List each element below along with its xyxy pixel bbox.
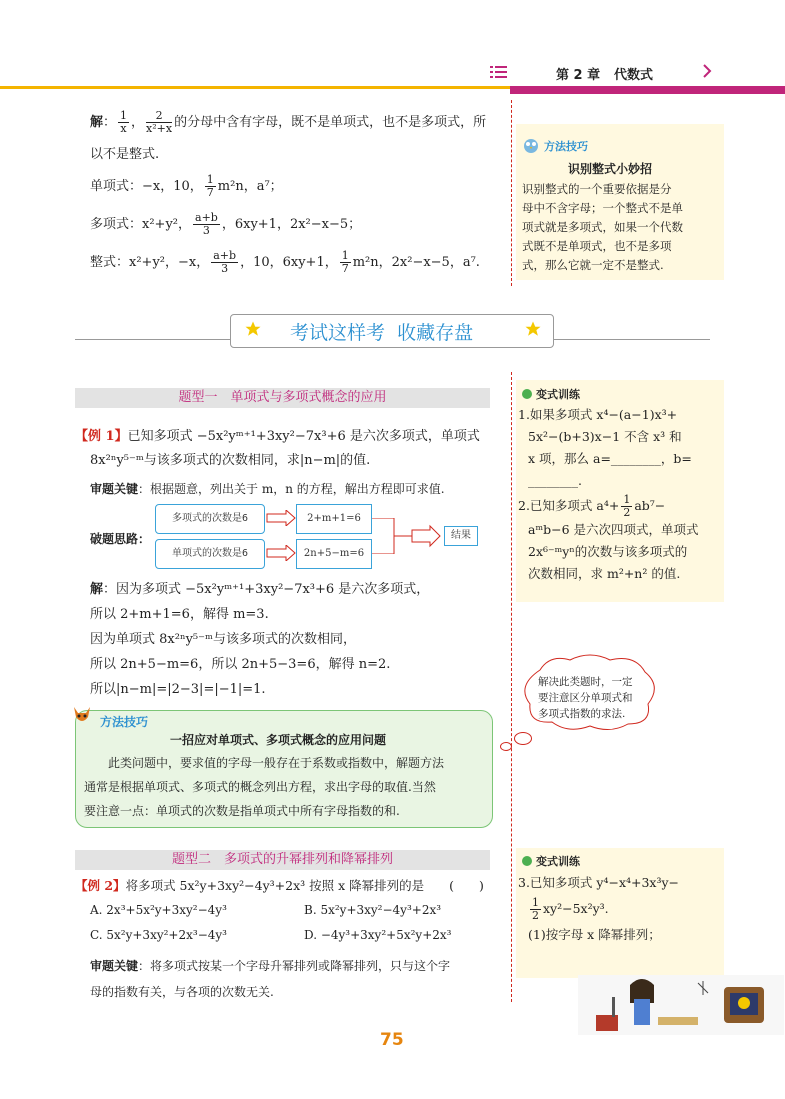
top-solution-line1: 解： $\frac{1}{x}$ ， $\frac{2}{\text{x²+x}}$ 的分母中含有字母，既不是单项式，也不是多项式，所: [90, 109, 487, 135]
section-banner-title: 考试这样考 收藏存盘: [290, 322, 474, 344]
example2-key: 审题关键：将多项式按某一个字母升幂排列或降幂排列，只与这个字 母的指数有关，与各项的次数无关.: [90, 959, 451, 999]
leaf-icon: [520, 387, 534, 405]
top-solution-line2: 以不是整式.: [90, 147, 160, 162]
integral-list: 整式：x²+y²，−x， $\frac{a+b}{3}$ ，10，6xy+1， $\frac{1}{7}$ m²n，2x²−x−5，a⁷.: [90, 249, 480, 275]
drill2-label: 变式训练: [536, 855, 580, 868]
owl-icon: [522, 136, 540, 154]
type2-heading: 题型二 多项式的升幂排列和降幂排列: [75, 850, 490, 870]
star-icon: [244, 320, 262, 342]
option-b[interactable]: B. 5x²y+3xy²−4y³+2x³: [304, 903, 442, 917]
cloud-bubble: [500, 742, 512, 751]
flow-label: 破题思路：: [90, 532, 151, 546]
flow-arrow-icon: [266, 510, 296, 530]
chapter-number: 第 2 章: [556, 68, 601, 83]
polynomial-list: 多项式：x²+y²， $\frac{a+b}{3}$ ，6xy+1，2x²−x−5；: [90, 211, 362, 237]
tip-box-top: [516, 124, 724, 280]
drill1-question2: 2.已知多项式 a⁴+ $\frac{1}{2}$ ab⁷− aᵐb−6 是六次四项式，单项式 2x⁶⁻ᵐyⁿ的次数与该多项式的 次数相同，求 m²+n² 的值.: [518, 493, 699, 581]
chevron-right-icon[interactable]: [702, 63, 712, 83]
cloud-text: 解决此类题时，一定 要注意区分单项式和 多项式指数的求法.: [538, 676, 633, 720]
chapter-title: 代数式: [614, 68, 654, 83]
option-c[interactable]: C. 5x²y+3xy²+2x³−4y³: [90, 928, 227, 942]
type1-heading: 题型一 单项式与多项式概念的应用: [75, 388, 490, 408]
flow-equation-2: 2n+5−m=6: [296, 539, 372, 569]
tip-title: 识别整式小妙招: [568, 162, 653, 176]
tip2-body: 此类问题中，要求值的字母一般存在于系数或指数中，解题方法 通常是根据单项式、多项式的概念列出方程，求出字母的取值.当然 要注意一点：单项式的次数是指单项式中所有字母指数的和.: [84, 756, 445, 818]
flow-result: 结果: [444, 526, 478, 546]
option-a[interactable]: A. 2x³+5x²y+3xy²−4y³: [90, 903, 227, 917]
tip2-label: 方法技巧: [100, 715, 149, 729]
drill1-label: 变式训练: [536, 388, 580, 401]
drill1-question1: 1.如果多项式 x⁴−(a−1)x³+ 5x²−(b+3)x−1 不含 x³ 和 x 项，那么 a=________，b= ________.: [518, 407, 692, 488]
example1-key: 审题关键：根据题意，列出关于 m，n 的方程，解出方程即可求值.: [90, 482, 445, 496]
cloud-bubble: [514, 732, 532, 745]
option-d[interactable]: D. −4y³+3xy²+5x²y+2x³: [304, 928, 452, 942]
example1-line2: 8x²ⁿy⁵⁻ᵐ与该多项式的次数相同，求|n−m|的值.: [90, 453, 371, 468]
tip-label: 方法技巧: [544, 140, 588, 153]
column-divider-main: [511, 372, 512, 1002]
flow-arrow-icon: [266, 545, 296, 565]
example1-solution: 解：因为多项式 −5x²yᵐ⁺¹+3xy²−7x³+6 是六次多项式， 所以 2+m+1=6，解得 m=3. 因为单项式 8x²ⁿy⁵⁻ᵐ与该多项式的次数相同， 所以 2n+5−m=6，所以 2n+5−3=6，解得 n=2. 所以|n−m|=|2−3|=|−1|=1.: [90, 582, 430, 697]
flow-bracket: [372, 518, 444, 558]
page-number: 75: [380, 1030, 404, 1050]
drill2-question3: 3.已知多项式 y⁴−x⁴+3x³y− $\frac{1}{2}$ xy²−5x²y³. (1)按字母 x 降幂排列；: [518, 875, 680, 942]
cartoon-illustration: [578, 975, 784, 1035]
tip2-title: 一招应对单项式、多项式概念的应用问题: [170, 733, 387, 747]
tip-body: 识别整式的一个重要依据是分 母中不含字母；一个整式不是单 项式就是多项式，如果一个代数 式既不是单项式，也不是多项 式，那么它就一定不是整式.: [522, 182, 683, 272]
flow-box-monomial: 单项式的次数是6: [155, 539, 265, 569]
header-rule-accent: [510, 86, 785, 94]
flow-box-polynomial: 多项式的次数是6: [155, 504, 265, 534]
monomial-list: 单项式：−x，10， $\frac{1}{7}$ m²n，a⁷；: [90, 173, 283, 199]
example2-question: 【例 2】将多项式 5x²y+3xy²−4y³+2x³ 按照 x 降幂排列的是 ( ): [75, 878, 484, 893]
star-icon: [524, 320, 542, 342]
fox-icon: [70, 703, 94, 731]
flow-equation-1: 2+m+1=6: [296, 504, 372, 534]
header-menu-icon[interactable]: [490, 64, 508, 80]
example1-line1: 【例 1】已知多项式 −5x²yᵐ⁺¹+3xy²−7x³+6 是六次多项式，单项式: [75, 429, 480, 444]
column-divider-top: [511, 100, 512, 286]
